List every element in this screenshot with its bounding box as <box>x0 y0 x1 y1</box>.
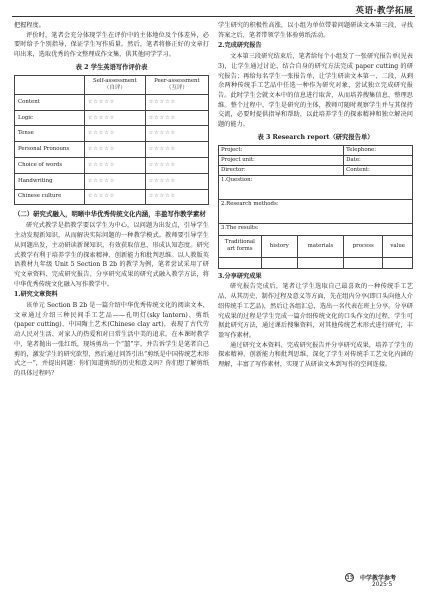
report-director: Director: <box>219 165 344 175</box>
report-telephone: Telephone: <box>344 145 413 155</box>
table-row: Chinese culture ☆☆☆☆☆ ☆☆☆☆☆ <box>15 189 209 205</box>
table-header-self: Self-assessment （自评） <box>84 75 145 94</box>
section-title: （二）研究式融入，明晰中华优秀传统文化内涵，丰盈写作教学素材 <box>14 210 206 219</box>
evaluation-table <box>14 75 209 206</box>
report-project: Project: <box>219 145 344 155</box>
report-col-traditional: Traditional art forms <box>219 235 262 257</box>
table-row: Content ☆☆☆☆☆ ☆☆☆☆☆ <box>15 94 209 110</box>
paragraph: 研究报告完成后，笔者让学生选取自己最喜欢的一种传统手工艺品，从其历史、制作过程及意义等方面，先在组内分享(即口头向他人介绍传统手工艺品)，然后让各组汇总，选出一名代表在班上分享。分享研究成果的过程是学生完成一篇介绍传统文化的口头作文的过程，学生可据此研究方法，通过课后搜集资料，对其他传统艺术形式进行研究，丰盈写作素材。 <box>218 283 413 339</box>
report-methods: 2.Research methods: <box>219 199 413 223</box>
report-project-unit: Project unit: <box>219 155 344 165</box>
magazine-name: 中学教学参考 <box>360 575 397 582</box>
report-col-value: value <box>383 235 413 257</box>
table-header-peer: Peer-assessment （互评） <box>145 75 208 94</box>
subsection-title: 2.完成研究报告 <box>218 42 262 50</box>
paragraph: 该单元 Section B 2b 是一篇介绍中华优秀传统文化的阅读文本，文章通过介绍三种民间手工艺品——孔明灯(sky lantern)、剪纸(paper cutting)、中国陶土艺术(Chinese clay art)，表现了古代劳动人民对生活、对家人的热爱和对日常生活中美的追求。在本课时教学中，笔者抛出一张红纸，现场剪出一个“囍”字，并告诉学生是笔者自己剪的，激发学生的研究欲望，然后通过问答引出“剪纸是中国传统艺术形式之一”，并提出问题：你们知道剪纸的历史和意义吗？你们想了解剪纸的具体过程吗？ <box>14 302 209 377</box>
paragraph: 学生研究的积极性高涨，以小组为单位带着问题研读文本第三段，寻找答案之后，笔者带领学生体验剪纸活动。 <box>218 22 413 39</box>
table-row: Personal Pronouns ☆☆☆☆☆ ☆☆☆☆☆ <box>15 142 209 158</box>
table-caption: 表 2 学生英语写作评价表 <box>75 63 148 71</box>
report-col-process: process <box>344 235 383 257</box>
report-date: Date: <box>344 155 413 165</box>
paragraph: 文本第三段研究结束后，笔者给每个小组发了一张研究报告单(见表 3)，让学生通过讨论、结合自身的研究方法完成 paper cutting 的研究报告；再给每名学生一张报告单，让学生研读文本第一、二段，从剩余两种传统手工艺品中任选一种作为研究对象，尝试独立完成研究报告。此时学生会就文本中的信息进行取舍，从而培养搜集信息、整理思维。整个过程中，学生是研究的主体，教师可随时观察学生并与其保持交流，必要时提供指导和帮助，以此培养学生的探索精神和独立解决问题的能力。 <box>218 53 413 129</box>
report-results: 3.The results: <box>219 223 413 235</box>
research-report-table <box>218 145 413 269</box>
table-header-empty <box>15 75 85 94</box>
subsection-title: 3.分享研究成果 <box>218 272 262 280</box>
header-rule <box>12 16 415 17</box>
table-row: Logic ☆☆☆☆☆ ☆☆☆☆☆ <box>15 110 209 126</box>
table-row: Tense ☆☆☆☆☆ ☆☆☆☆☆ <box>15 126 209 142</box>
report-col-history: history <box>261 235 297 257</box>
left-column <box>14 21 209 379</box>
table-row: Choice of words ☆☆☆☆☆ ☆☆☆☆☆ <box>15 158 209 174</box>
right-column <box>218 21 413 370</box>
report-question: 1.Question: <box>219 175 413 199</box>
table-row <box>219 257 413 268</box>
table-caption: 表 3 Research report（研究报告单） <box>257 133 374 141</box>
page-number: 33 <box>346 575 353 581</box>
paragraph: 把握程度。 <box>14 22 45 29</box>
subsection-title: 1.研究文章资料 <box>14 291 58 299</box>
report-content: Content: <box>344 165 413 175</box>
paragraph: 评价时，笔者会充分体现学生在评价中的主体地位及个体差异，必要时给予个别指导，保证学生写作质量。然后，笔者将修正好的文章打印出来，选取优秀的作文整理成作文集，供其他同学学习。 <box>14 31 209 59</box>
table-row: Handwriting ☆☆☆☆☆ ☆☆☆☆☆ <box>15 173 209 189</box>
paragraph: 通过研究文本资料、完成研究报告并分享研究成果，培养了学生的探索精神、创新能力和批判思维，深化了学生对传统手工艺文化内涵的理解，丰富了写作素材，实现了从研读文本到写作的空间连接。 <box>218 341 413 369</box>
report-col-materials: materials <box>297 235 343 257</box>
paragraph: 研究式教学是指教学要以学生为中心，以问题为出发点，引导学生主动发现新知识，从而解决实际问题的一种教学模式。教师要引导学生从问题出发，主动研读新课知识，有效获取信息，形成认知态度。研究式教学有利于培养学生的探索精神、创新能力和批判思维。以人教版英语教材九年级 Unit 5 Section B 2b 的教学为例，笔者尝试采用了研究文章资料、完成研究报告、分享研究成果的研究式融入教学方法，将中华优秀传统文化融入写作教学中。 <box>14 222 209 288</box>
issue-date: 2025·5 <box>372 582 393 588</box>
journal-header: 英语·教学拓展 <box>355 6 413 16</box>
